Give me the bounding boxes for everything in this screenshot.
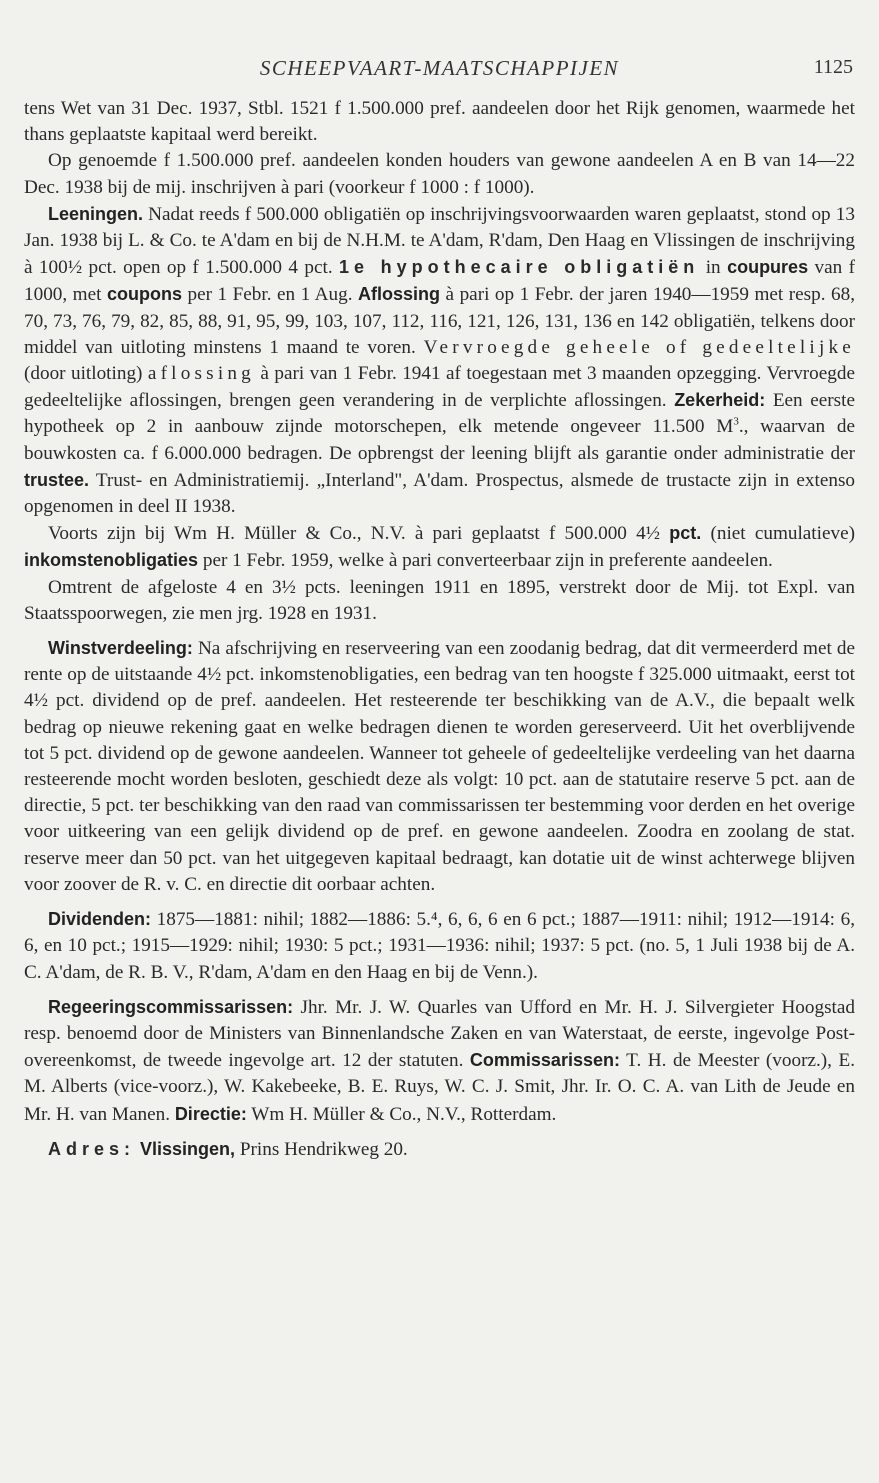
spaced-emphasis-vervroegde: Vervroegde geheele of gedeeltelijke — [423, 336, 855, 358]
section-label-winstverdeeling: Winstverdeeling: — [48, 638, 193, 659]
section-label-commissarissen: Commissarissen: — [469, 1050, 620, 1071]
section-label-dividenden: Dividenden: — [48, 909, 152, 930]
emphasis-trustee: trustee. — [24, 469, 90, 490]
emphasis-inkomstenobligaties: inkomstenobligaties — [24, 550, 199, 571]
page-number: 1125 — [813, 56, 853, 78]
paragraph-dividenden: Dividenden: 1875—1881: nihil; 1882—1886: 5.⁴, 6, 6, 6 en 6 pct.; 1887—1911: nihil; 1912—1914: 6, 6, en 10 pct.; 1915—1929: nihil; 1930: 5 pct.; 1931—1936: nihil; 1937: 5 pct. (no. 5, 1 Juli 1938 bij de A. C. A'dam, de R. B. V., R'dam, A'dam en den Haag en bij de Venn.). — [24, 909, 855, 983]
superscript-3: 3 — [733, 416, 739, 429]
spaced-emphasis-obligaties: 1e hypothecaire obligatiën — [339, 257, 700, 278]
paragraph-afgeloste-leeningen: Omtrent de afgeloste 4 en 3½ pcts. leeningen 1911 en 1895, verstrekt door de Mij. tot Expl. van Staatsspoorwegen, zie men jrg. 1928 en 1931. — [24, 576, 855, 624]
emphasis-aflossing: Aflossing — [358, 284, 441, 305]
paragraph-winstverdeeling: Winstverdeeling: Na afschrijving en reserveering van een zoodanig bedrag, dat dit vermeerderd met de rente op de uitstaande 4½ pct. inkomstenobligaties, een bedrag van ten hoogste f 325.000 uitmaakt, eerst tot 4½ pct. dividend op de pref. aandeelen. Het resteerende ter beschikking van de A.V., die bepaalt welk bedrag op nieuwe rekening gaat en welke bedragen dienen te worden gereserveerd. Uit het overblijvende tot 5 pct. dividend op de gewone aandeelen. Wanneer tot geheele of gedeeltelijke verdeeling van het daarna resteerende mocht worden besloten, geschiedt deze als volgt: 10 pct. aan de statutaire reserve 5 pct. aan de directie, 5 pct. ter beschikking van den raad van commissarissen ter bestemming voor derden en het overige voor uitkeering van een gelijk dividend op de pref. en gewone aandeelen. Zoodra en zoolang de stat. reserve meer dan 50 pct. van het uitgegeven kapitaal bedraagt, kan dotatie uit de winst achterwege blijven voor zoover de R. v. C. en directie dit oorbaar achten. — [24, 638, 855, 895]
emphasis-vlissingen: Vlissingen, — [135, 1138, 236, 1159]
emphasis-zekerheid: Zekerheid: — [674, 390, 766, 411]
emphasis-coupons: coupons — [106, 284, 182, 305]
emphasis-coupures: coupures — [727, 257, 809, 278]
body-text — [24, 96, 855, 1163]
spaced-emphasis-aflossing: aflossing — [147, 363, 255, 385]
paragraph-continuation: tens Wet van 31 Dec. 1937, Stbl. 1521 f 1.500.000 pref. aandeelen door het Rijk genomen, waarmede het thans geplaatste kapitaal werd bereikt. — [24, 98, 855, 146]
section-label-leeningen: Leeningen. — [48, 203, 144, 224]
page-header — [24, 56, 855, 88]
paragraph-adres: Adres: Vlissingen, Prins Hendrikweg 20. — [48, 1138, 408, 1160]
section-label-adres: Adres: — [48, 1138, 136, 1159]
section-label-directie: Directie: — [174, 1103, 247, 1124]
paragraph-leeningen: Leeningen. Nadat reeds f 500.000 obligatiën op inschrijvingsvoorwaarden waren geplaatst, stond op 13 Jan. 1938 bij L. & Co. te A'dam en bij de N.H.M. te A'dam, R'dam, Den Haag en Vlissingen de inschrijving à 100½ pct. open op f 1.500.000 4 pct. 1e hypothecaire obligatiën in coupures van f 1000, met coupons per 1 Febr. en 1 Aug. Aflossing à pari op 1 Febr. der jaren 1940—1959 met resp. 68, 70, 73, 76, 79, 82, 85, 88, 91, 95, 99, 103, 107, 112, 116, 121, 126, 131, 136 en 142 obligatiën, telkens door middel van uitloting minstens 1 maand te voren. Vervroegde geheele of gedeeltelijke (door uitloting) aflossing à pari van 1 Febr. 1941 af toegestaan met 3 maanden opzegging. Vervroegde gedeeltelijke aflossingen, brengen geen verandering in de verplichte aflossingen. Zekerheid: Een eerste hypotheek op 2 in aanbouw zijnde motorschepen, elk metende ongeveer 11.500 $M^3$., waarvan de bouwkosten ca. f 6.000.000 bedragen. De opbrengst der leening blijft als garantie onder administratie der trustee. Trust- en Administratiemij. „Interland", A'dam. Prospectus, alsmede de trustacte zijn in extenso opgenomen in deel II 1938. — [24, 203, 855, 518]
paragraph-inkomstenobligaties: Voorts zijn bij Wm H. Müller & Co., N.V. à pari geplaatst f 500.000 4½ pct. (niet cumulatieve) inkomstenobligaties per 1 Febr. 1959, welke à pari converteerbaar zijn in preferente aandeelen. — [24, 523, 855, 572]
paragraph-commissarissen: Regeeringscommissarissen: Jhr. Mr. J. W. Quarles van Ufford en Mr. H. J. Silvergieter Hoogstad resp. benoemd door de Ministers van Binnenlandsche Zaken en van Waterstaat, de eerste, ingevolge Post-overeenkomst, de tweede ingevolge art. 12 der statuten. Commissarissen: T. H. de Meester (voorz.), E. M. Alberts (vice-voorz.), W. Kakebeeke, B. E. Ruys, W. C. J. Smit, Jhr. Ir. O. C. A. van Lith de Jeude en Mr. H. van Manen. Directie: Wm H. Müller & Co., N.V., Rotterdam. — [24, 996, 855, 1125]
section-label-regeeringscommissarissen: Regeeringscommissarissen: — [48, 996, 294, 1017]
running-title: SCHEEPVAART-MAATSCHAPPIJEN — [259, 56, 620, 80]
emphasis-pct: pct. — [669, 523, 702, 544]
paragraph-preference-subscription: Op genoemde f 1.500.000 pref. aandeelen konden houders van gewone aandeelen A en B van 14—22 Dec. 1938 bij de mij. inschrijven à pari (voorkeur f 1000 : f 1000). — [24, 150, 855, 198]
